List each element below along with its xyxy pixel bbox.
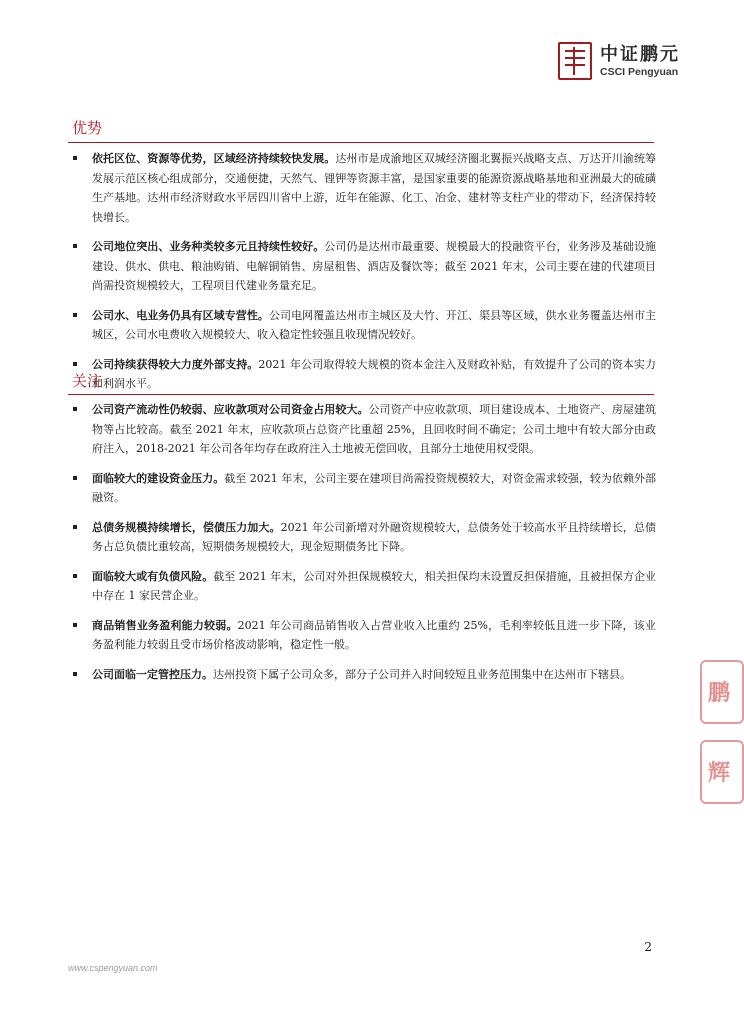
bullet-icon [73,156,77,160]
strengths-divider [68,142,654,143]
seal-stamp-bottom [700,740,744,804]
concerns-list [72,400,656,694]
logo-english-name: CSCI Pengyuan [600,65,679,78]
list-item: 面临较大的建设资金压力。截至 2021 年末，公司主要在建项目尚需投资规模较大，对资金需求较强，较为依赖外部融资。 [72,469,656,508]
logo-chinese-name: 中证鹏元 [600,43,680,65]
logo-icon [558,42,592,80]
seal-stamp-top [700,660,744,724]
list-item: 依托区位、资源等优势，区域经济持续较快发展。达州市是成渝地区双城经济圈北翼振兴战略支点、万达开川渝统筹发展示范区核心组成部分，交通便捷，天然气、锂钾等资源丰富，是国家重要的能源资源战略基地和亚洲最大的硫磺生产基地。达州市经济财政水平居四川省中上游，近年在能源、化工、冶金、建材等支柱产业的带动下，经济保持较快增长。 [72,149,656,227]
bullet-icon [73,623,77,627]
strengths-heading: 优势 [72,119,103,137]
strengths-list [72,149,656,404]
bullet-icon [73,574,77,578]
company-logo [558,42,680,80]
bullet-icon [73,525,77,529]
footer-website: www.cspengyuan.com [68,963,158,973]
list-item: 总债务规模持续增长，偿债压力加大。2021 年公司新增对外融资规模较大，总债务处于较高水平且持续增长，总债务占总负债比重较高，短期债务规模较大，现金短期债务比下降。 [72,518,656,557]
page-number: 2 [644,940,652,954]
bullet-icon [73,672,77,676]
list-item: 面临较大或有负债风险。截至 2021 年末，公司对外担保规模较大，相关担保均未设置反担保措施，且被担保方企业中存在 1 家民营企业。 [72,567,656,606]
list-item: 公司水、电业务仍具有区域专营性。公司电网覆盖达州市主城区及大竹、开江、渠县等区域，供水业务覆盖达州市主城区，公司水电费收入规模较大、收入稳定性较强且收现情况较好。 [72,306,656,345]
list-item: 公司面临一定管控压力。达州投资下属子公司众多，部分子公司并入时间较短且业务范围集中在达州市下辖县。 [72,665,656,685]
list-item: 商品销售业务盈利能力较弱。2021 年公司商品销售收入占营业收入比重约 25%，毛利率较低且进一步下降，该业务盈利能力较弱且受市场价格波动影响，稳定性一般。 [72,616,656,655]
concerns-heading: 关注 [72,372,103,390]
bullet-icon [73,362,77,366]
list-item: 公司持续获得较大力度外部支持。2021 年公司取得较大规模的资本金注入及财政补贴，有效提升了公司的资本实力和利润水平。 [72,355,656,394]
list-item: 公司资产流动性仍较弱、应收款项对公司资金占用较大。公司资产中应收款项、项目建设成本、土地资产、房屋建筑物等占比较高。截至 2021 年末，应收款项占总资产比重超 25%，且回收时间不确定；公司土地中有较大部分由政府注入，2018-2021 年公司各年均存在政府注入土地被无偿回收，且部分土地使用权受限。 [72,400,656,459]
bullet-icon [73,313,77,317]
concerns-divider [68,394,654,395]
list-item: 公司地位突出、业务种类较多元且持续性较好。公司仍是达州市最重要、规模最大的投融资平台，业务涉及基础设施建设、供水、供电、粮油购销、电解铜销售、房屋租售、酒店及餐饮等；截至 2021 年末，公司主要在建的代建项目尚需投资规模较大，工程项目代建业务量充足。 [72,237,656,296]
bullet-icon [73,476,77,480]
seal-glyph: 辉 [708,760,731,786]
seal-glyph: 鹏 [708,680,731,706]
bullet-icon [73,407,77,411]
bullet-icon [73,244,77,248]
